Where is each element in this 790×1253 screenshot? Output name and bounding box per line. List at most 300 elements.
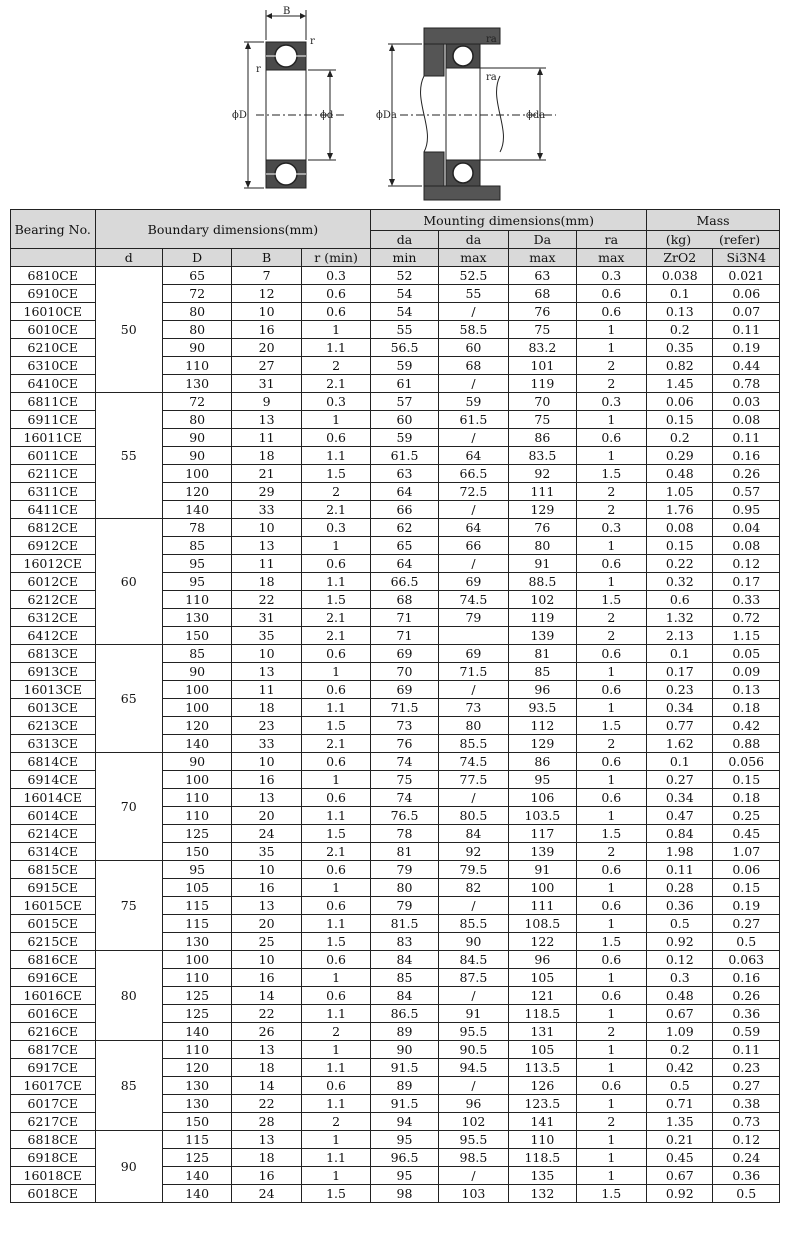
width-B-cell: 12 [232, 285, 301, 303]
ra-max-cell: 2 [576, 735, 646, 753]
bearing-no-cell: 6013CE [11, 699, 96, 717]
table-row [11, 861, 780, 879]
da-min-cell: 74 [371, 789, 438, 807]
Da-max-cell: 105 [509, 1041, 576, 1059]
mass-zro2-cell: 0.1 [647, 645, 713, 663]
mass-si3n4-cell: 0.45 [713, 825, 780, 843]
bearing-no-cell: 6012CE [11, 573, 96, 591]
da-min-cell: 61 [371, 375, 438, 393]
da-min-cell: 52 [371, 267, 438, 285]
Da-max-cell: 83.5 [509, 447, 576, 465]
mass-si3n4-cell: 0.24 [713, 1149, 780, 1167]
header-Da: Da [509, 231, 576, 249]
bearing-no-cell: 16012CE [11, 555, 96, 573]
header-boundary-dimensions: Boundary dimensions(mm) [95, 210, 371, 249]
r-min-cell: 1 [301, 537, 370, 555]
r-min-cell: 0.6 [301, 987, 370, 1005]
mass-si3n4-cell: 0.063 [713, 951, 780, 969]
Da-max-cell: 129 [509, 735, 576, 753]
outer-D-cell: 130 [162, 933, 231, 951]
bearing-no-cell: 6018CE [11, 1185, 96, 1203]
outer-D-cell: 115 [162, 1131, 231, 1149]
da-max-cell: 55 [438, 285, 508, 303]
r-min-cell: 0.6 [301, 303, 370, 321]
ra-max-cell: 2 [576, 843, 646, 861]
da-max-cell: 95.5 [438, 1131, 508, 1149]
ra-max-cell: 2 [576, 609, 646, 627]
mass-zro2-cell: 0.48 [647, 465, 713, 483]
r-min-cell: 2.1 [301, 375, 370, 393]
header-max-da: max [438, 249, 508, 267]
r-min-cell: 2 [301, 357, 370, 375]
da-min-cell: 75 [371, 771, 438, 789]
da-min-cell: 64 [371, 555, 438, 573]
mass-si3n4-cell: 0.18 [713, 789, 780, 807]
label-B: B [283, 6, 291, 17]
mass-si3n4-cell: 0.73 [713, 1113, 780, 1131]
da-max-cell: / [438, 303, 508, 321]
da-min-cell: 63 [371, 465, 438, 483]
da-max-cell: 94.5 [438, 1059, 508, 1077]
ra-max-cell: 1 [576, 339, 646, 357]
da-max-cell: / [438, 987, 508, 1005]
bearing-no-cell: 6816CE [11, 951, 96, 969]
da-min-cell: 65 [371, 537, 438, 555]
bearing-no-cell: 6215CE [11, 933, 96, 951]
width-B-cell: 18 [232, 699, 301, 717]
Da-max-cell: 113.5 [509, 1059, 576, 1077]
mass-si3n4-cell: 0.26 [713, 987, 780, 1005]
mass-si3n4-cell: 0.26 [713, 465, 780, 483]
bearing-no-cell: 6313CE [11, 735, 96, 753]
mass-zro2-cell: 0.5 [647, 1077, 713, 1095]
da-min-cell: 98 [371, 1185, 438, 1203]
label-phi-D: ϕD [232, 110, 247, 121]
bore-d-cell: 85 [95, 1041, 162, 1131]
ra-max-cell: 1 [576, 411, 646, 429]
ra-max-cell: 2 [576, 357, 646, 375]
mass-zro2-cell: 0.77 [647, 717, 713, 735]
mass-si3n4-cell: 0.12 [713, 1131, 780, 1149]
bearing-no-cell: 6217CE [11, 1113, 96, 1131]
outer-D-cell: 72 [162, 393, 231, 411]
width-B-cell: 10 [232, 861, 301, 879]
ra-max-cell: 0.3 [576, 393, 646, 411]
width-B-cell: 10 [232, 519, 301, 537]
ra-max-cell: 0.6 [576, 303, 646, 321]
r-min-cell: 1.5 [301, 933, 370, 951]
width-B-cell: 16 [232, 1167, 301, 1185]
r-min-cell: 2 [301, 1023, 370, 1041]
mass-si3n4-cell: 1.07 [713, 843, 780, 861]
mass-si3n4-cell: 0.19 [713, 339, 780, 357]
bearing-no-cell: 6314CE [11, 843, 96, 861]
ra-max-cell: 1 [576, 1167, 646, 1185]
outer-D-cell: 100 [162, 699, 231, 717]
da-min-cell: 57 [371, 393, 438, 411]
da-min-cell: 71 [371, 627, 438, 645]
mass-zro2-cell: 0.71 [647, 1095, 713, 1113]
r-min-cell: 1.1 [301, 339, 370, 357]
mass-zro2-cell: 1.76 [647, 501, 713, 519]
label-phi-Da: ϕDa [376, 110, 397, 121]
r-min-cell: 0.6 [301, 789, 370, 807]
bore-d-cell: 90 [95, 1131, 162, 1203]
outer-D-cell: 115 [162, 897, 231, 915]
mass-zro2-cell: 0.67 [647, 1167, 713, 1185]
outer-D-cell: 90 [162, 339, 231, 357]
da-max-cell: 92 [438, 843, 508, 861]
ra-max-cell: 2 [576, 375, 646, 393]
da-max-cell: 58.5 [438, 321, 508, 339]
outer-D-cell: 80 [162, 321, 231, 339]
width-B-cell: 16 [232, 879, 301, 897]
mass-zro2-cell: 0.67 [647, 1005, 713, 1023]
r-min-cell: 0.6 [301, 753, 370, 771]
width-B-cell: 7 [232, 267, 301, 285]
width-B-cell: 20 [232, 807, 301, 825]
mass-si3n4-cell: 0.15 [713, 879, 780, 897]
da-max-cell: 90.5 [438, 1041, 508, 1059]
da-min-cell: 83 [371, 933, 438, 951]
mass-zro2-cell: 0.36 [647, 897, 713, 915]
mass-zro2-cell: 0.15 [647, 537, 713, 555]
bore-d-cell: 60 [95, 519, 162, 645]
da-min-cell: 81.5 [371, 915, 438, 933]
bore-d-cell: 75 [95, 861, 162, 951]
da-max-cell: 87.5 [438, 969, 508, 987]
outer-D-cell: 65 [162, 267, 231, 285]
Da-max-cell: 105 [509, 969, 576, 987]
outer-D-cell: 125 [162, 1005, 231, 1023]
mass-si3n4-cell: 0.38 [713, 1095, 780, 1113]
width-B-cell: 25 [232, 933, 301, 951]
da-min-cell: 54 [371, 303, 438, 321]
outer-D-cell: 125 [162, 825, 231, 843]
ra-max-cell: 1.5 [576, 717, 646, 735]
outer-D-cell: 85 [162, 645, 231, 663]
ra-max-cell: 2 [576, 501, 646, 519]
ra-max-cell: 1 [576, 807, 646, 825]
mass-zro2-cell: 0.3 [647, 969, 713, 987]
bearing-no-cell: 6010CE [11, 321, 96, 339]
ra-max-cell: 0.6 [576, 789, 646, 807]
da-min-cell: 84 [371, 951, 438, 969]
width-B-cell: 22 [232, 1095, 301, 1113]
da-min-cell: 54 [371, 285, 438, 303]
width-B-cell: 10 [232, 753, 301, 771]
outer-D-cell: 140 [162, 1023, 231, 1041]
Da-max-cell: 63 [509, 267, 576, 285]
outer-D-cell: 105 [162, 879, 231, 897]
mass-si3n4-cell: 0.15 [713, 771, 780, 789]
ra-max-cell: 2 [576, 1023, 646, 1041]
outer-D-cell: 80 [162, 303, 231, 321]
Da-max-cell: 86 [509, 753, 576, 771]
width-B-cell: 18 [232, 447, 301, 465]
mass-zro2-cell: 0.13 [647, 303, 713, 321]
mass-si3n4-cell: 0.88 [713, 735, 780, 753]
mass-zro2-cell: 0.22 [647, 555, 713, 573]
mass-si3n4-cell: 0.57 [713, 483, 780, 501]
outer-D-cell: 90 [162, 753, 231, 771]
header-d: d [95, 249, 162, 267]
bearing-no-cell: 6911CE [11, 411, 96, 429]
bearing-no-cell: 6410CE [11, 375, 96, 393]
da-max-cell: 85.5 [438, 735, 508, 753]
da-max-cell: 74.5 [438, 753, 508, 771]
outer-D-cell: 90 [162, 447, 231, 465]
da-max-cell: 74.5 [438, 591, 508, 609]
outer-D-cell: 110 [162, 591, 231, 609]
mass-zro2-cell: 0.28 [647, 879, 713, 897]
mass-si3n4-cell: 0.27 [713, 915, 780, 933]
da-max-cell: / [438, 1077, 508, 1095]
width-B-cell: 13 [232, 663, 301, 681]
bearing-no-cell: 6818CE [11, 1131, 96, 1149]
mass-si3n4-cell: 0.23 [713, 1059, 780, 1077]
da-max-cell: 90 [438, 933, 508, 951]
table-row [11, 393, 780, 411]
Da-max-cell: 108.5 [509, 915, 576, 933]
da-min-cell: 66 [371, 501, 438, 519]
header-max-ra: max [576, 249, 646, 267]
width-B-cell: 21 [232, 465, 301, 483]
mass-zro2-cell: 0.82 [647, 357, 713, 375]
outer-D-cell: 120 [162, 1059, 231, 1077]
ra-max-cell: 2 [576, 1113, 646, 1131]
outer-D-cell: 100 [162, 681, 231, 699]
mass-si3n4-cell: 0.16 [713, 447, 780, 465]
width-B-cell: 31 [232, 609, 301, 627]
ra-max-cell: 0.6 [576, 951, 646, 969]
r-min-cell: 1.1 [301, 573, 370, 591]
mass-si3n4-cell: 0.78 [713, 375, 780, 393]
bearing-no-cell: 6813CE [11, 645, 96, 663]
da-max-cell: / [438, 555, 508, 573]
width-B-cell: 13 [232, 411, 301, 429]
outer-D-cell: 90 [162, 429, 231, 447]
da-max-cell: 102 [438, 1113, 508, 1131]
da-max-cell: / [438, 375, 508, 393]
r-min-cell: 0.6 [301, 645, 370, 663]
Da-max-cell: 68 [509, 285, 576, 303]
header-spacer [11, 249, 96, 267]
da-min-cell: 78 [371, 825, 438, 843]
bearing-no-cell: 16011CE [11, 429, 96, 447]
Da-max-cell: 75 [509, 411, 576, 429]
bearing-no-cell: 6812CE [11, 519, 96, 537]
r-min-cell: 1.1 [301, 1005, 370, 1023]
width-B-cell: 13 [232, 897, 301, 915]
Da-max-cell: 118.5 [509, 1149, 576, 1167]
mass-zro2-cell: 0.06 [647, 393, 713, 411]
da-min-cell: 62 [371, 519, 438, 537]
Da-max-cell: 75 [509, 321, 576, 339]
width-B-cell: 23 [232, 717, 301, 735]
Da-max-cell: 80 [509, 537, 576, 555]
ra-max-cell: 1.5 [576, 591, 646, 609]
da-min-cell: 71 [371, 609, 438, 627]
Da-max-cell: 132 [509, 1185, 576, 1203]
da-max-cell: 82 [438, 879, 508, 897]
da-min-cell: 94 [371, 1113, 438, 1131]
da-max-cell [438, 627, 508, 645]
table-row [11, 267, 780, 285]
width-B-cell: 14 [232, 987, 301, 1005]
mass-si3n4-cell: 0.05 [713, 645, 780, 663]
r-min-cell: 1 [301, 879, 370, 897]
mass-zro2-cell: 0.48 [647, 987, 713, 1005]
outer-D-cell: 110 [162, 969, 231, 987]
ra-max-cell: 0.6 [576, 897, 646, 915]
bearing-no-cell: 6915CE [11, 879, 96, 897]
outer-D-cell: 110 [162, 357, 231, 375]
ra-max-cell: 0.3 [576, 267, 646, 285]
ra-max-cell: 1 [576, 447, 646, 465]
bearing-no-cell: 6312CE [11, 609, 96, 627]
table-row [11, 1131, 780, 1149]
mass-zro2-cell: 0.47 [647, 807, 713, 825]
outer-D-cell: 140 [162, 735, 231, 753]
da-min-cell: 60 [371, 411, 438, 429]
r-min-cell: 1.1 [301, 1059, 370, 1077]
ra-max-cell: 1 [576, 699, 646, 717]
da-max-cell: 80 [438, 717, 508, 735]
da-max-cell: 68 [438, 357, 508, 375]
width-B-cell: 14 [232, 1077, 301, 1095]
outer-D-cell: 115 [162, 915, 231, 933]
header-D: D [162, 249, 231, 267]
bearing-no-cell: 6016CE [11, 1005, 96, 1023]
da-min-cell: 74 [371, 753, 438, 771]
width-B-cell: 13 [232, 1131, 301, 1149]
mass-zro2-cell: 2.13 [647, 627, 713, 645]
Da-max-cell: 129 [509, 501, 576, 519]
da-max-cell: 73 [438, 699, 508, 717]
mass-si3n4-cell: 0.08 [713, 537, 780, 555]
Da-max-cell: 70 [509, 393, 576, 411]
width-B-cell: 35 [232, 627, 301, 645]
r-min-cell: 2.1 [301, 627, 370, 645]
bearing-diagram [0, 0, 790, 208]
Da-max-cell: 122 [509, 933, 576, 951]
bearing-no-cell: 6210CE [11, 339, 96, 357]
mass-si3n4-cell: 0.33 [713, 591, 780, 609]
da-max-cell: 69 [438, 645, 508, 663]
mass-zro2-cell: 0.32 [647, 573, 713, 591]
da-max-cell: 64 [438, 519, 508, 537]
mass-si3n4-cell: 0.5 [713, 933, 780, 951]
mass-si3n4-cell: 0.06 [713, 861, 780, 879]
mass-zro2-cell: 0.2 [647, 321, 713, 339]
mass-si3n4-cell: 0.25 [713, 807, 780, 825]
Da-max-cell: 111 [509, 483, 576, 501]
header-mass-units [647, 231, 780, 249]
da-max-cell: 91 [438, 1005, 508, 1023]
width-B-cell: 18 [232, 1149, 301, 1167]
mass-zro2-cell: 0.6 [647, 591, 713, 609]
da-max-cell: 77.5 [438, 771, 508, 789]
da-min-cell: 79 [371, 861, 438, 879]
da-max-cell: 66 [438, 537, 508, 555]
mass-si3n4-cell: 0.19 [713, 897, 780, 915]
outer-D-cell: 80 [162, 411, 231, 429]
bearing-no-cell: 6214CE [11, 825, 96, 843]
bearing-no-cell: 6810CE [11, 267, 96, 285]
bearing-no-cell: 6916CE [11, 969, 96, 987]
width-B-cell: 33 [232, 735, 301, 753]
width-B-cell: 18 [232, 573, 301, 591]
da-min-cell: 80 [371, 879, 438, 897]
Da-max-cell: 81 [509, 645, 576, 663]
outer-D-cell: 130 [162, 375, 231, 393]
mass-si3n4-cell: 1.15 [713, 627, 780, 645]
Da-max-cell: 131 [509, 1023, 576, 1041]
da-max-cell: / [438, 897, 508, 915]
Da-max-cell: 126 [509, 1077, 576, 1095]
ra-max-cell: 1 [576, 771, 646, 789]
r-min-cell: 1 [301, 1131, 370, 1149]
bearing-no-cell: 6412CE [11, 627, 96, 645]
da-min-cell: 66.5 [371, 573, 438, 591]
mass-si3n4-cell: 0.36 [713, 1167, 780, 1185]
bearing-no-cell: 6411CE [11, 501, 96, 519]
label-r-top: r [310, 36, 315, 47]
bearing-no-cell: 16010CE [11, 303, 96, 321]
bearing-no-cell: 6310CE [11, 357, 96, 375]
width-B-cell: 22 [232, 591, 301, 609]
outer-D-cell: 130 [162, 609, 231, 627]
mass-si3n4-cell: 0.16 [713, 969, 780, 987]
da-min-cell: 69 [371, 645, 438, 663]
Da-max-cell: 135 [509, 1167, 576, 1185]
da-min-cell: 69 [371, 681, 438, 699]
bearing-no-cell: 16015CE [11, 897, 96, 915]
label-phi-d: ϕd [320, 110, 334, 121]
da-max-cell: / [438, 501, 508, 519]
Da-max-cell: 95 [509, 771, 576, 789]
da-min-cell: 91.5 [371, 1095, 438, 1113]
ra-max-cell: 1.5 [576, 825, 646, 843]
outer-D-cell: 72 [162, 285, 231, 303]
ra-max-cell: 2 [576, 483, 646, 501]
mass-zro2-cell: 0.2 [647, 1041, 713, 1059]
header-r-min: r (min) [301, 249, 370, 267]
table-row [11, 951, 780, 969]
outer-D-cell: 150 [162, 1113, 231, 1131]
outer-D-cell: 110 [162, 1041, 231, 1059]
bearing-no-cell: 16013CE [11, 681, 96, 699]
r-min-cell: 1 [301, 1167, 370, 1185]
outer-D-cell: 120 [162, 717, 231, 735]
mass-zro2-cell: 0.35 [647, 339, 713, 357]
mass-si3n4-cell: 0.17 [713, 573, 780, 591]
mass-zro2-cell: 0.1 [647, 753, 713, 771]
mass-si3n4-cell: 0.09 [713, 663, 780, 681]
ra-max-cell: 1 [576, 1149, 646, 1167]
Da-max-cell: 91 [509, 861, 576, 879]
ra-max-cell: 1 [576, 1131, 646, 1149]
r-min-cell: 0.6 [301, 285, 370, 303]
ra-max-cell: 1 [576, 537, 646, 555]
ra-max-cell: 1 [576, 1059, 646, 1077]
Da-max-cell: 141 [509, 1113, 576, 1131]
mass-si3n4-cell: 0.95 [713, 501, 780, 519]
width-B-cell: 11 [232, 681, 301, 699]
da-max-cell: 103 [438, 1185, 508, 1203]
r-min-cell: 1.5 [301, 825, 370, 843]
